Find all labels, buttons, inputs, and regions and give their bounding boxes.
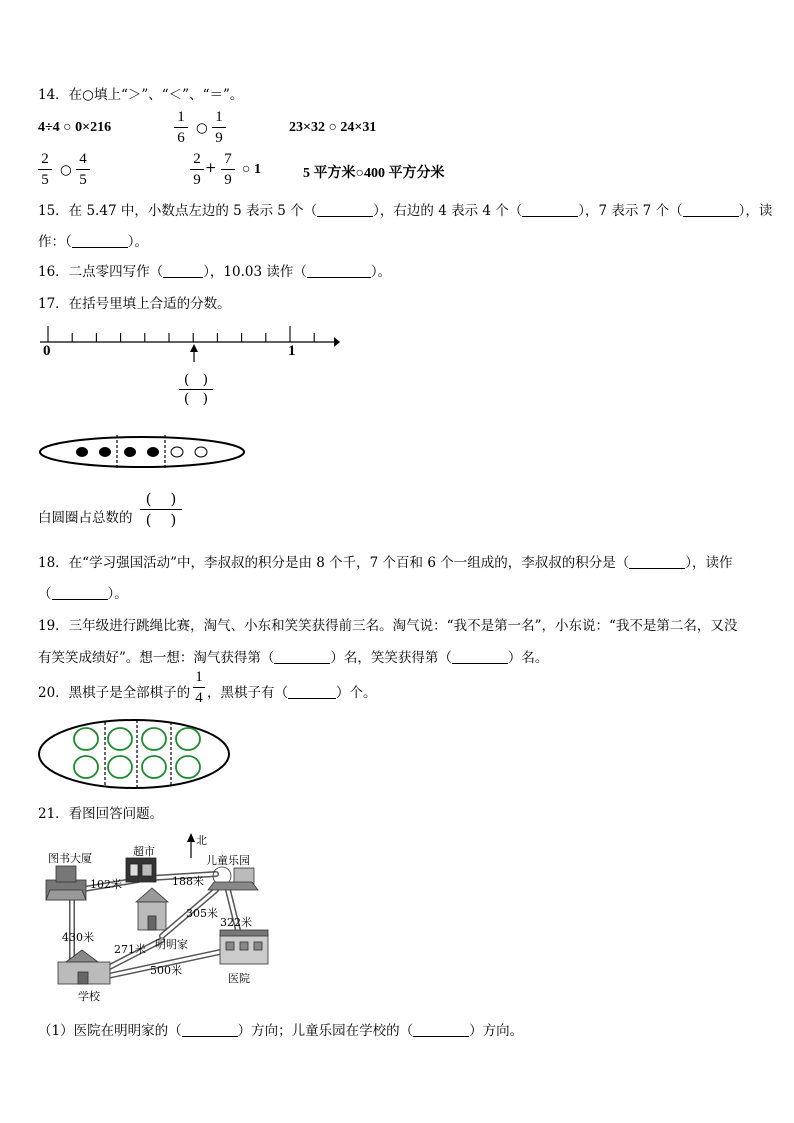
q18-line1 bbox=[38, 551, 732, 571]
map-label-library: 图书大厦 bbox=[48, 852, 92, 865]
chess-piece bbox=[74, 728, 98, 750]
distance-library-school: 430米 bbox=[62, 931, 94, 944]
answer-blank[interactable] bbox=[522, 215, 578, 217]
q16-text-b: ），10.03 读作（ bbox=[203, 264, 307, 280]
q16-text-a: 16．二点零四写作（ bbox=[38, 264, 164, 280]
answer-blank[interactable] bbox=[72, 246, 128, 248]
q18-text-a: 18．在“学习强国活动”中，李叔叔的积分是由 8 个千，7 个百和 6 个一组成的，李叔叔的积分是（ bbox=[38, 555, 630, 571]
answer-blank[interactable] bbox=[317, 215, 373, 217]
map-label-market: 超市 bbox=[133, 845, 155, 858]
q21-title: 21．看图回答问题。 bbox=[38, 806, 164, 822]
q21-text-b: ）方向；儿童乐园在学校的（ bbox=[237, 1023, 414, 1039]
answer-blank[interactable] bbox=[307, 276, 371, 278]
map-label-north: 北 bbox=[196, 834, 207, 847]
q14-expr5-tail: ○ 1 bbox=[242, 162, 261, 177]
black-circle bbox=[99, 447, 111, 457]
answer-blank[interactable] bbox=[413, 1035, 469, 1037]
q15-line1 bbox=[38, 199, 772, 219]
number-line-zero: 0 bbox=[43, 343, 51, 359]
q19-text-c: ）名。 bbox=[507, 650, 549, 666]
house-icon bbox=[136, 888, 168, 930]
q15-text-f: ）。 bbox=[127, 234, 148, 250]
q14-frac-1-6: 1 6 bbox=[174, 108, 188, 147]
q20-text-a: 20．黑棋子是全部棋子的 bbox=[38, 685, 191, 701]
q20-text-c: ）个。 bbox=[336, 685, 377, 701]
arrowhead-icon bbox=[334, 337, 340, 347]
q20-frac-1-4: 1 4 bbox=[193, 668, 205, 707]
q15-text-c: ），7 表示 7 个（ bbox=[578, 203, 683, 219]
map-label-hospital: 医院 bbox=[228, 972, 250, 985]
q17-title: 17．在括号里填上合适的分数。 bbox=[38, 296, 231, 312]
q14-expr3: 23×32 ○ 24×31 bbox=[289, 120, 377, 135]
library-icon bbox=[46, 866, 86, 900]
q15-text-e: 作：（ bbox=[38, 234, 72, 250]
q19-text-a: 有笑笑成绩好”。想一想：淘气获得第（ bbox=[38, 650, 275, 666]
white-circle bbox=[171, 447, 183, 457]
q18-text-b: ），读作 bbox=[685, 555, 733, 571]
chess-piece bbox=[108, 756, 132, 778]
answer-blank[interactable] bbox=[163, 276, 203, 278]
q15-text-b: ），右边的 4 表示 4 个（ bbox=[373, 203, 523, 219]
white-ratio-label: 白圆圈占总数的 bbox=[38, 510, 133, 526]
hospital-icon bbox=[220, 930, 268, 964]
answer-blank[interactable] bbox=[683, 215, 739, 217]
distance-park-hospital: 322米 bbox=[220, 916, 252, 929]
number-line-one: 1 bbox=[288, 343, 296, 359]
black-circle bbox=[124, 447, 136, 457]
chess-pieces-oval bbox=[37, 718, 237, 790]
distance-home-park: 305米 bbox=[186, 907, 218, 920]
fraction-answer-2[interactable]: ( ) ( ) bbox=[138, 490, 184, 529]
q21-sub1 bbox=[38, 1019, 523, 1039]
q16-text-c: ）。 bbox=[370, 264, 392, 280]
distance-market-park: 188米 bbox=[172, 875, 204, 888]
chess-piece bbox=[74, 756, 98, 778]
north-arrow-icon bbox=[187, 833, 195, 858]
q15-text-d: ），读 bbox=[738, 203, 773, 219]
circles-oval bbox=[38, 432, 248, 472]
compare-circle[interactable]: ○ bbox=[196, 120, 208, 136]
answer-blank[interactable] bbox=[452, 662, 508, 664]
q14-title: 14．在○填上“＞”、“＜”、“＝”。 bbox=[38, 87, 244, 103]
q14-frac-4-5: 4 5 bbox=[76, 150, 90, 189]
answer-blank[interactable] bbox=[274, 662, 330, 664]
q14-expr6: 5 平方米○400 平方分米 bbox=[303, 166, 445, 181]
q14-frac-7-9: 7 9 bbox=[221, 150, 235, 189]
chess-piece bbox=[176, 756, 200, 778]
distance-school-hospital: 500米 bbox=[150, 964, 182, 977]
q16-line bbox=[38, 260, 391, 280]
fraction-answer-1[interactable]: ( ) ( ) bbox=[177, 372, 215, 407]
q18-text-c: （ bbox=[38, 586, 52, 602]
chess-piece bbox=[108, 728, 132, 750]
answer-blank[interactable] bbox=[52, 598, 108, 600]
supermarket-icon bbox=[126, 858, 156, 882]
q14-frac-2-5: 2 5 bbox=[38, 150, 52, 189]
q14-frac-1-9: 1 9 bbox=[212, 108, 226, 147]
q15-line2 bbox=[38, 230, 148, 250]
q15-text-a: 15．在 5.47 中，小数点左边的 5 表示 5 个（ bbox=[38, 203, 318, 219]
amusement-park-icon bbox=[208, 867, 258, 890]
q19-line1: 19．三年级进行跳绳比赛，淘气、小东和笑笑获得前三名。淘气说：“我不是第一名”，小东说：“我不是第二名，又没 bbox=[38, 618, 738, 634]
chess-piece bbox=[142, 756, 166, 778]
q14-expr1: 4÷4 ○ 0×216 bbox=[38, 120, 112, 135]
map-label-park: 儿童乐园 bbox=[206, 854, 250, 867]
black-circle bbox=[76, 447, 88, 457]
distance-home-school: 271米 bbox=[114, 943, 146, 956]
black-circle bbox=[147, 447, 159, 457]
compare-circle[interactable]: ○ bbox=[60, 162, 72, 178]
q19-text-b: ）名，笑笑获得第（ bbox=[330, 650, 452, 666]
distance-library-market: 102米 bbox=[90, 878, 122, 891]
q19-line2 bbox=[38, 646, 548, 666]
q18-text-d: ）。 bbox=[107, 586, 128, 602]
q21-text-a: （1）医院在明明家的（ bbox=[38, 1023, 182, 1039]
q21-text-c: ）方向。 bbox=[469, 1023, 524, 1039]
chess-piece bbox=[142, 728, 166, 750]
white-circle bbox=[195, 447, 207, 457]
q18-line2 bbox=[38, 582, 128, 602]
plus-sign: + bbox=[205, 160, 217, 176]
q14-frac-2-9: 2 9 bbox=[190, 150, 204, 189]
answer-blank[interactable] bbox=[182, 1035, 238, 1037]
q20-line-rest bbox=[207, 681, 377, 701]
chess-piece bbox=[176, 728, 200, 750]
answer-blank[interactable] bbox=[288, 697, 336, 699]
school-icon bbox=[58, 950, 110, 984]
answer-blank[interactable] bbox=[629, 567, 685, 569]
map-label-school: 学校 bbox=[78, 990, 100, 1003]
map-label-home: 明明家 bbox=[155, 938, 188, 951]
q20-text-b: ，黑棋子有（ bbox=[207, 685, 288, 701]
